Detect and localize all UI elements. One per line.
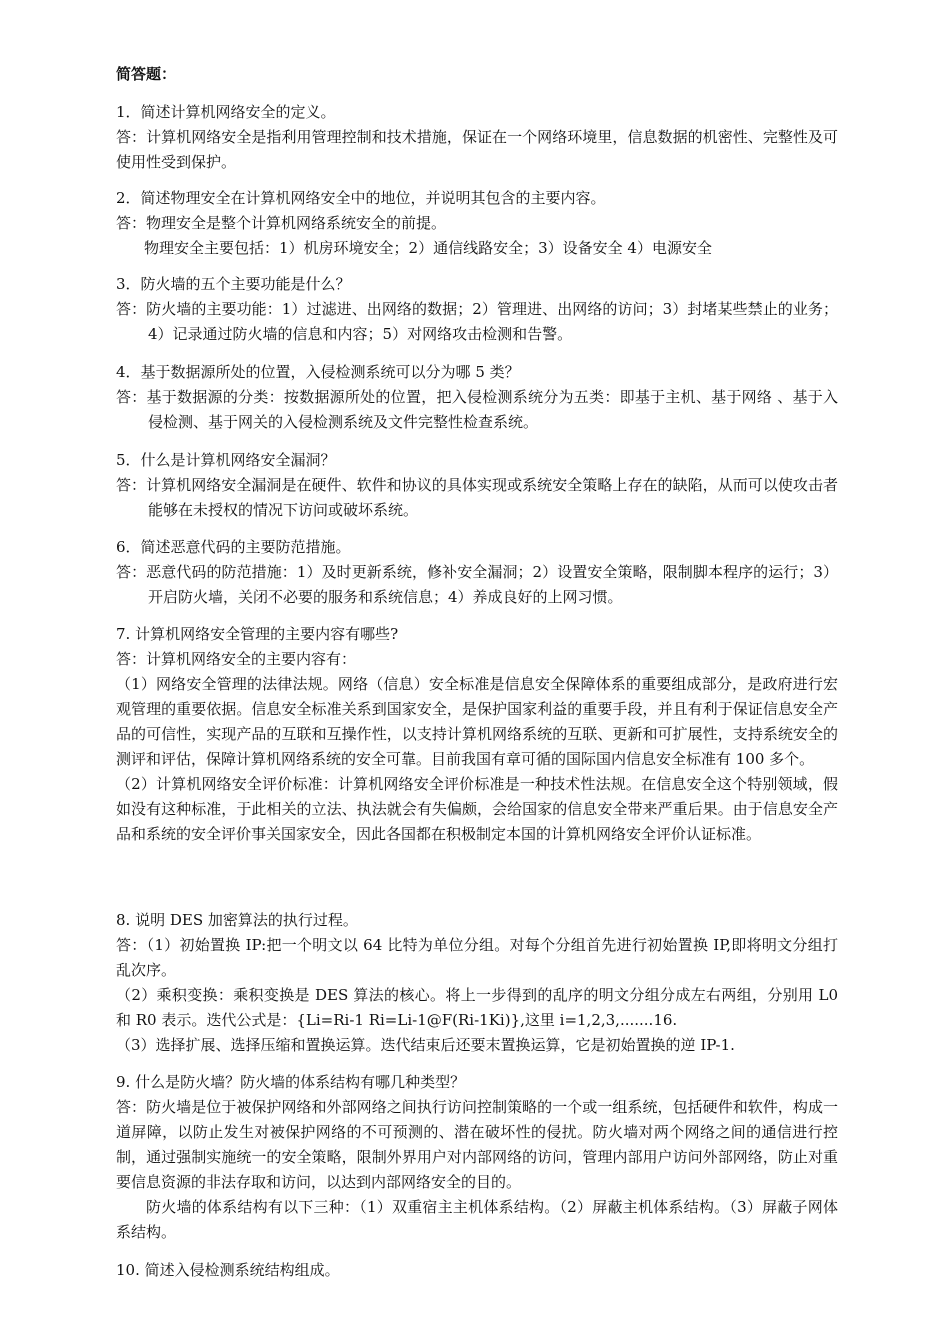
question-6	[116, 535, 838, 610]
answer-text: 答：（1）初始置换 IP:把一个明文以 64 比特为单位分组。对每个分组首先进行初始置换 IP,即将明文分组打乱次序。	[116, 936, 838, 979]
question-8	[116, 908, 838, 1058]
question-2	[116, 186, 838, 261]
answer-paragraph-1: 防火墙的体系结构有以下三种：（1）双重宿主主机体系结构。（2）屏蔽主机体系结构。（3）屏蔽子网体系结构。	[116, 1198, 838, 1241]
answer-text: 答：恶意代码的防范措施：1）及时更新系统，修补安全漏洞；2）设置安全策略，限制脚本程序的运行；3）开启防火墙，关闭不必要的服务和系统信息；4）养成良好的上网习惯。	[116, 563, 838, 606]
answer-continuation: 物理安全主要包括：1）机房环境安全；2）通信线路安全；3）设备安全 4）电源安全	[144, 239, 712, 257]
answer-text: 答：计算机网络安全的主要内容有：	[116, 650, 357, 668]
section-heading: 简答题：	[116, 65, 177, 83]
answer-text: 答：计算机网络安全漏洞是在硬件、软件和协议的具体实现或系统安全策略上存在的缺陷，从而可以使攻击者能够在未授权的情况下访问或破坏系统。	[116, 476, 838, 519]
answer-text: 答：防火墙的主要功能：1）过滤进、出网络的数据；2）管理进、出网络的访问；3）封堵某些禁止的业务；4）记录通过防火墙的信息和内容；5）对网络攻击检测和告警。	[116, 300, 838, 343]
answer-text: 答：防火墙是位于被保护网络和外部网络之间执行访问控制策略的一个或一组系统，包括硬件和软件，构成一道屏障，以防止发生对被保护网络的不可预测的、潜在破坏性的侵扰。防火墙对两个网络之间的通信进行控制，通过强制实施统一的安全策略，限制外界用户对内部网络的访问，管理内部用户访问外部网络，防止对重要信息资源的非法存取和访问，以达到内部网络安全的目的。	[116, 1098, 838, 1191]
question-text: 1．简述计算机网络安全的定义。	[116, 103, 336, 121]
answer-paragraph-1: （1）网络安全管理的法律法规。网络（信息）安全标准是信息安全保障体系的重要组成部分，是政府进行宏观管理的重要依据。信息安全标准关系到国家安全，是保护国家利益的重要手段，并且有利于保证信息安全产品的可信性，实现产品的互联和互操作性，以支持计算机网络系统的互联、更新和可扩展性，支持系统安全的测评和评估，保障计算机网络系统的安全可靠。目前我国有章可循的国际国内信息安全标准有 100 多个。	[116, 675, 838, 768]
question-text: 3．防火墙的五个主要功能是什么？	[116, 275, 351, 293]
question-1	[116, 100, 838, 175]
question-4	[116, 360, 838, 435]
question-text: 7. 计算机网络安全管理的主要内容有哪些?	[116, 625, 399, 643]
question-7	[116, 622, 838, 847]
answer-paragraph-2: （3）选择扩展、选择压缩和置换运算。迭代结束后还要末置换运算，它是初始置换的逆 IP-1.	[116, 1036, 735, 1054]
answer-text: 答：计算机网络安全是指利用管理控制和技术措施，保证在一个网络环境里，信息数据的机密性、完整性及可使用性受到保护。	[116, 128, 838, 171]
answer-text: 答：基于数据源的分类：按数据源所处的位置，把入侵检测系统分为五类：即基于主机、基于网络 、基于入侵检测、基于网关的入侵检测系统及文件完整性检查系统。	[116, 388, 838, 431]
answer-text: 答：物理安全是整个计算机网络系统安全的前提。	[116, 214, 447, 232]
answer-paragraph-1: （2）乘积变换：乘积变换是 DES 算法的核心。将上一步得到的乱序的明文分组分成左右两组，分别用 L0 和 R0 表示。迭代公式是：{Li=Ri-1 Ri=Li-1@F(Ri-1Ki)},这里 i=1,2,3,.......16.	[116, 986, 838, 1029]
question-text: 10. 简述入侵检测系统结构组成。	[116, 1261, 340, 1279]
question-10	[116, 1258, 838, 1283]
question-text: 2．简述物理安全在计算机网络安全中的地位，并说明其包含的主要内容。	[116, 189, 606, 207]
question-9	[116, 1070, 838, 1245]
question-text: 5．什么是计算机网络安全漏洞？	[116, 451, 336, 469]
answer-paragraph-2: （2）计算机网络安全评价标准：计算机网络安全评价标准是一种技术性法规。在信息安全这个特别领域，假如没有这种标准，于此相关的立法、执法就会有失偏颇，会给国家的信息安全带来严重后果。由于信息安全产品和系统的安全评价事关国家安全，因此各国都在积极制定本国的计算机网络安全评价认证标准。	[116, 775, 838, 843]
question-5	[116, 448, 838, 523]
question-text: 6．简述恶意代码的主要防范措施。	[116, 538, 351, 556]
question-text: 9. 什么是防火墙？防火墙的体系结构有哪几种类型？	[116, 1073, 466, 1091]
question-text: 8. 说明 DES 加密算法的执行过程。	[116, 911, 358, 929]
question-3	[116, 272, 838, 347]
question-text: 4．基于数据源所处的位置，入侵检测系统可以分为哪 5 类？	[116, 363, 520, 381]
